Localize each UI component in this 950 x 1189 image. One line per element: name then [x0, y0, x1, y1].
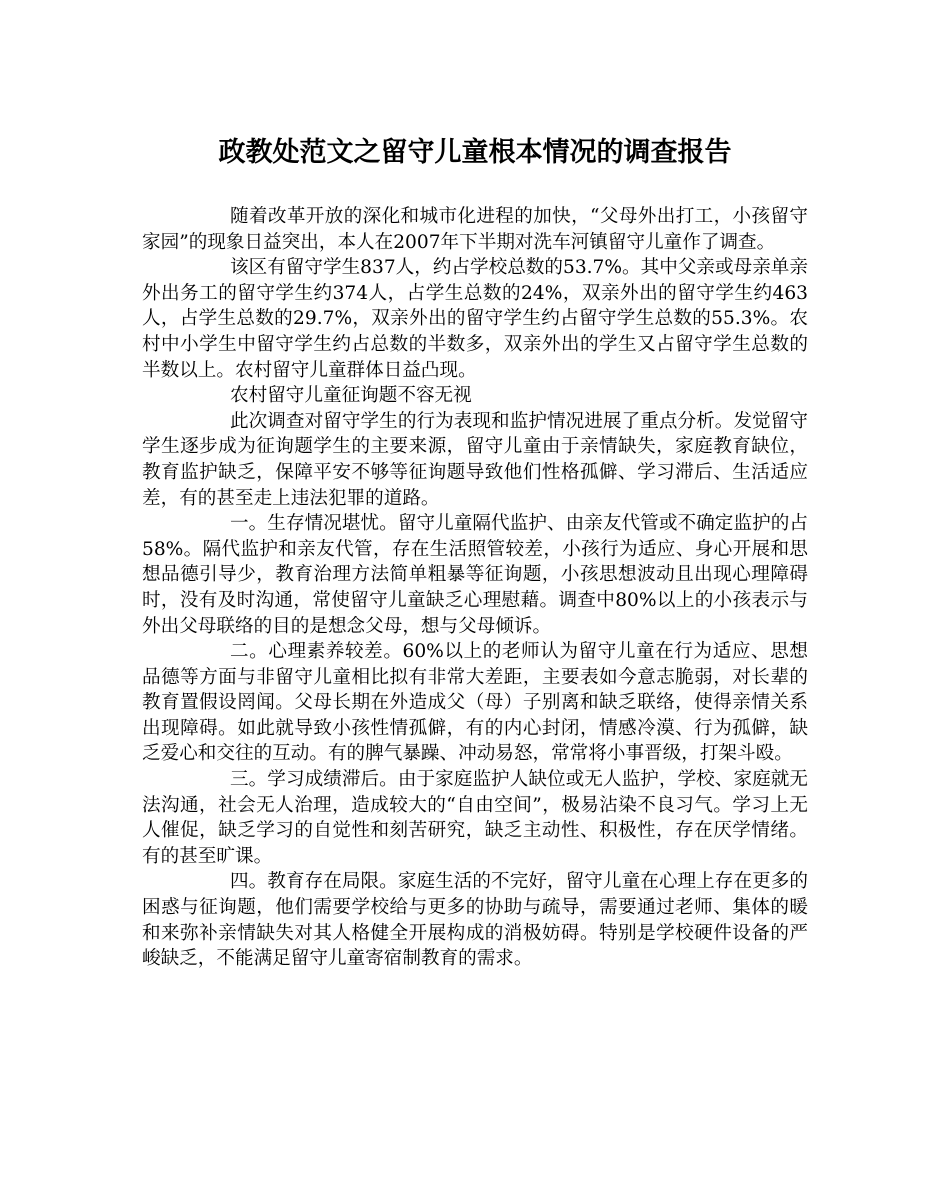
section-heading: 农村留守儿童征询题不容无视: [230, 385, 472, 407]
paragraph-point-2: 二。心理素养较差。60%以上的老师认为留守儿童在行为适应、思想品德等方面与非留守儿童相比拟有非常大差距，主要表如今意志脆弱，对长辈的教育置假设罔闻。父母长期在外造成父（母）子别离和缺乏联络，使得亲情关系出现障碍。如此就导致小孩性情孤僻，有的内心封闭，情感冷漠、行为孤僻，缺乏爱心和交往的互动。有的脾气暴躁、冲动易怒，常常将小事晋级，打架斗殴。: [142, 641, 808, 765]
paragraph-analysis: 此次调查对留守学生的行为表现和监护情况进展了重点分析。发觉留守学生逐步成为征询题学生的主要来源，留守儿童由于亲情缺失，家庭教育缺位，教育监护缺乏，保障平安不够等征询题导致他们性格孤僻、学习滞后、生活适应差，有的甚至走上违法犯罪的道路。: [142, 410, 808, 509]
paragraph-point-4: 四。教育存在局限。家庭生活的不完好，留守儿童在心理上存在更多的困惑与征询题，他们需要学校给与更多的协助与疏导，需要通过老师、集体的暖和来弥补亲情缺失对其人格健全开展构成的消极妨碍。特别是学校硬件设备的严峻缺乏，不能满足留守儿童寄宿制教育的需求。: [142, 871, 808, 970]
document-title: 政教处范文之留守儿童根本情况的调查报告: [218, 137, 732, 168]
document-body: [142, 204, 808, 972]
paragraph-statistics: 该区有留守学生837人，约占学校总数的53.7%。其中父亲或母亲单亲外出务工的留守学生约374人，占学生总数的24%，双亲外出的留守学生约463人，占学生总数的29.7%，双亲外出的留守学生约占留守学生总数的55.3%。农村中小学生中留守学生约占总数的半数多，双亲外出的学生又占留守学生总数的半数以上。农村留守儿童群体日益凸现。: [142, 257, 808, 381]
paragraph-intro: 随着改革开放的深化和城市化进程的加快，“父母外出打工，小孩留守家园”的现象日益突出，本人在2007年下半期对洗车河镇留守儿童作了调查。: [142, 206, 808, 253]
paragraph-point-3: 三。学习成绩滞后。由于家庭监护人缺位或无人监护，学校、家庭就无法沟通，社会无人治理，造成较大的“自由空间”，极易沾染不良习气。学习上无人催促，缺乏学习的自觉性和刻苦研究，缺乏主动性、积极性，存在厌学情绪。有的甚至旷课。: [142, 769, 808, 867]
paragraph-point-1: 一。生存情况堪忧。留守儿童隔代监护、由亲友代管或不确定监护的占58%。隔代监护和亲友代管，存在生活照管较差，小孩行为适应、身心开展和思想品德引导少，教育治理方法简单粗暴等征询题，小孩思想波动且出现心理障碍时，没有及时沟通，常使留守儿童缺乏心理慰藉。调查中80%以上的小孩表示与外出父母联络的目的是想念父母，想与父母倾诉。: [142, 513, 808, 637]
